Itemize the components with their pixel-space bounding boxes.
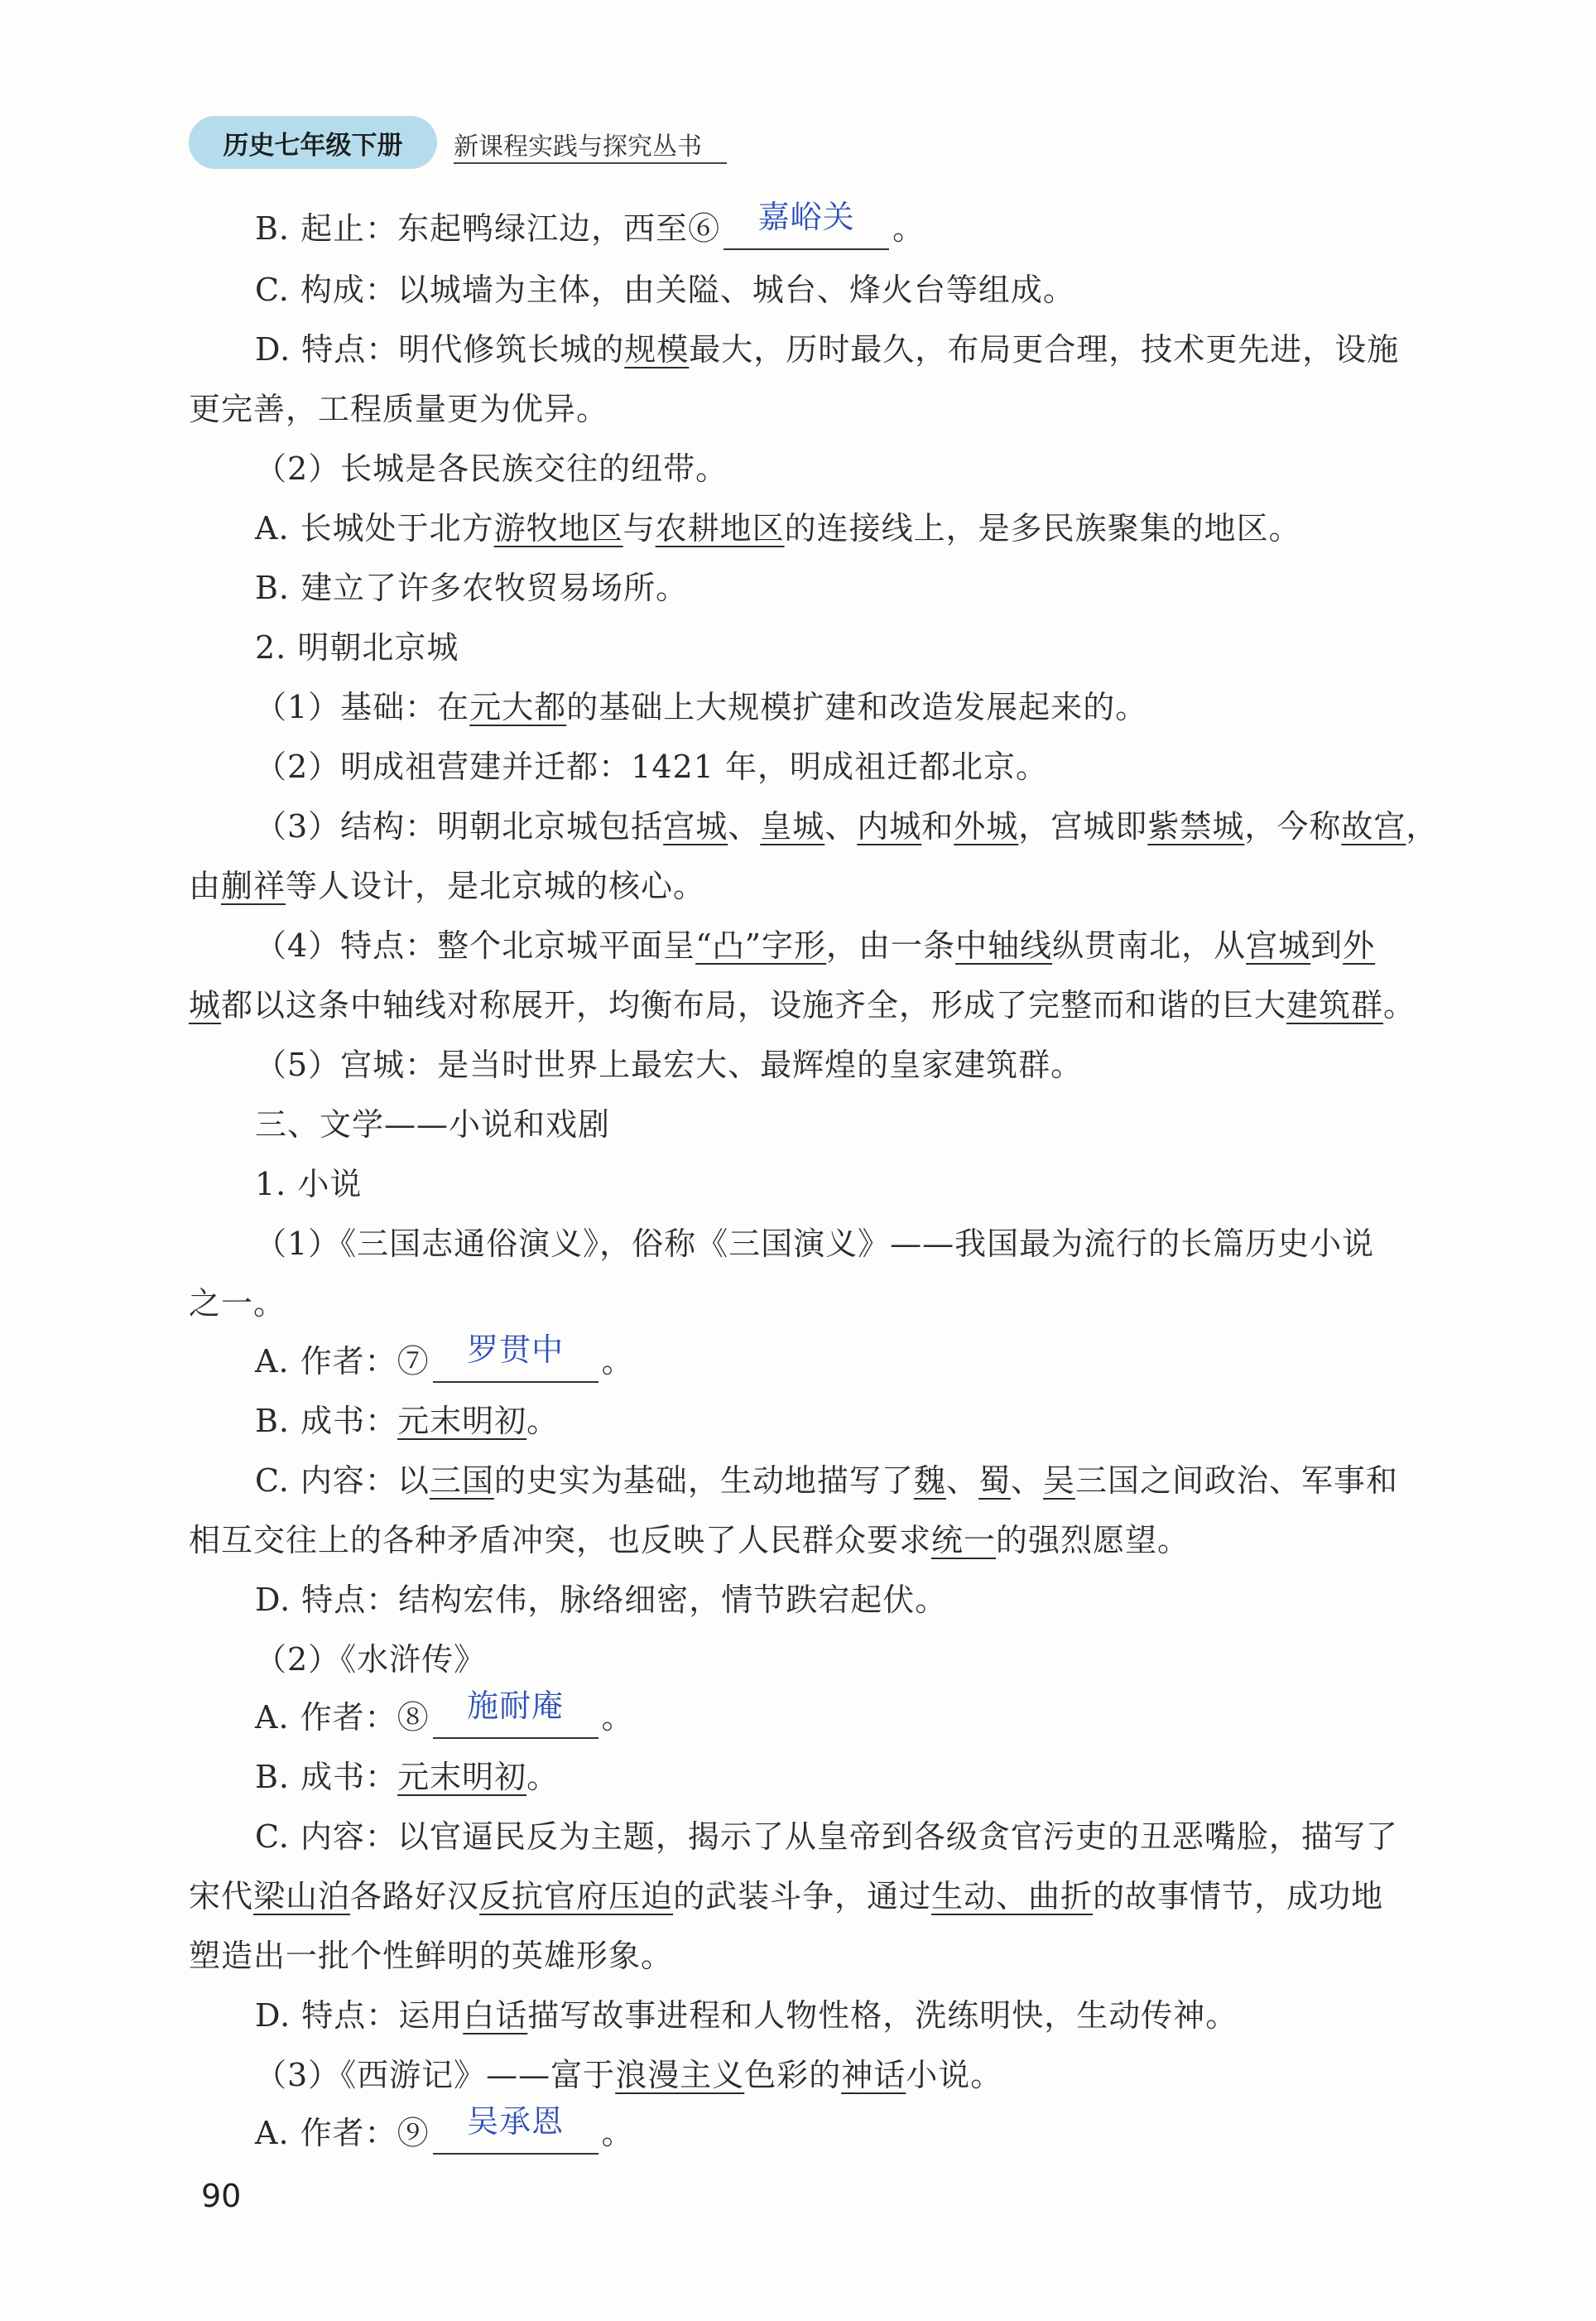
book-title-badge [189,116,437,169]
underlined-term: 农耕地区 [655,510,785,547]
text: （3）《西游记》——富于 [255,2057,616,2093]
text: 色彩的 [744,2057,842,2093]
text-line [255,924,1375,967]
answer-text: 罗贯中 [467,1331,565,1368]
text: A. 作者：⑨ [255,2115,430,2151]
text-line [255,507,1301,550]
text: 都以这条中轴线对称展开，均衡布局，设施齐全，形成了完整而和谐的巨大 [221,987,1287,1023]
text-line [255,805,1438,848]
underlined-term: 元末明初 [397,1403,527,1439]
text-line [255,1994,1238,2037]
underlined-term: 故宫 [1341,808,1406,845]
text-line [255,1459,1398,1502]
text: B. 成书： [255,1759,398,1795]
text: （4）特点：整个北京城平面呈 [255,927,696,964]
text-line [255,1755,559,1799]
text: 。 [601,1343,634,1380]
text-line: （1）《三国志通俗演义》，俗称《三国演义》——我国最为流行的长篇历史小说 [255,1226,1375,1262]
underlined-term: 蜀 [978,1462,1011,1499]
text-line [255,2103,634,2155]
underlined-term: 游牧地区 [493,510,623,547]
text-line: D. 特点：结构宏伟，脉络细密，情节跌宕起伏。 [255,1582,948,1618]
underlined-term: 生动、曲折 [931,1878,1094,1914]
text: 。 [526,1403,560,1439]
series-title: 新课程实践与探究丛书 [454,132,702,161]
text-line [255,1399,559,1442]
underlined-term: 元末明初 [397,1759,527,1795]
text: A. 作者：⑦ [255,1343,430,1380]
series-underline [454,162,727,164]
text-line [255,199,925,250]
section-heading: 2. 明朝北京城 [255,629,459,666]
section-heading: 三、文学——小说和戏剧 [255,1106,611,1143]
underlined-term: 浪漫主义 [615,2057,745,2093]
answer-text: 嘉峪关 [757,199,855,235]
underlined-term: 元大都 [469,689,567,725]
text: D. 特点：明代修筑长城的 [255,331,625,368]
underlined-term: 蒯祥 [221,868,286,904]
answer-text: 吴承恩 [467,2103,565,2140]
text: 。 [601,2115,634,2151]
answer-blank [433,1688,598,1739]
text: 。 [1383,987,1416,1023]
text-line: （5）宫城：是当时世界上最宏大、最辉煌的皇家建筑群。 [255,1047,1084,1083]
text: 的连接线上，是多民族聚集的地区。 [784,510,1301,547]
section-heading: 1. 小说 [255,1166,363,1202]
text: 描写故事进程和人物性格，洗练明快，生动传神。 [527,1997,1238,2034]
text-line [255,1331,634,1383]
text: B. 起止：东起鸭绿江边，西至⑥ [255,210,721,247]
text: 。 [601,1699,634,1736]
underlined-term: 外城 [954,808,1019,845]
text: 的武装斗争，通过 [673,1878,932,1914]
text: （1）基础：在 [255,689,470,725]
text: 各路好汉 [350,1878,480,1914]
text: ，由一条 [826,927,956,964]
text: 小说。 [906,2057,1003,2093]
text: 的基础上大规模扩建和改造发展起来的。 [566,689,1148,725]
text: 的强烈愿望。 [996,1522,1190,1558]
text-line: C. 内容：以官逼民反为主题，揭示了从皇帝到各级贪官污吏的丑恶嘴脸，描写了 [255,1818,1398,1855]
text-line [255,686,1147,729]
underlined-term: 统一 [931,1522,997,1558]
text-line: （2）《水浒传》 [255,1641,487,1678]
underlined-term: 中轴线 [955,927,1053,964]
text-line [189,1519,1190,1562]
text: 相互交往上的各种矛盾冲突，也反映了人民群众要求 [189,1522,932,1558]
underlined-term: 外 [1343,927,1376,964]
text: A. 长城处于北方 [255,510,494,547]
text-line: 更完善，工程质量更为优异。 [189,391,609,427]
text: 与 [623,510,656,547]
text: 纵贯南北，从 [1052,927,1247,964]
text: B. 成书： [255,1403,398,1439]
text-line: 塑造出一批个性鲜明的英雄形象。 [189,1938,674,1974]
text-line: （2）明成祖营建并迁都：1421 年，明成祖迁都北京。 [255,749,1048,785]
text: A. 作者：⑧ [255,1699,430,1736]
text: 等人设计，是北京城的核心。 [286,868,706,904]
text: 和 [921,808,954,845]
text: 到 [1310,927,1344,964]
text-line [189,864,705,908]
answer-blank [723,199,889,250]
underlined-term: 规模 [624,331,690,368]
text-line [255,1688,634,1739]
underlined-term: 吴 [1042,1462,1075,1499]
underlined-term: 三国 [429,1462,494,1499]
underlined-term: 宫城 [663,808,728,845]
text: （3）结构：明朝北京城包括 [255,808,664,845]
underlined-term: 建筑群 [1286,987,1384,1023]
text: 、 [824,808,858,845]
underlined-term: 紫禁城 [1147,808,1245,845]
underlined-term: 白话 [463,1997,528,2034]
text: 的史实为基础，生动地描写了 [493,1462,914,1499]
text-line [189,984,1416,1027]
text: 的故事情节，成功地 [1093,1878,1384,1914]
text: 、 [945,1462,978,1499]
text: 、 [728,808,761,845]
underlined-term: 内城 [857,808,922,845]
text: 宋代 [189,1878,254,1914]
text: 。 [892,210,925,247]
text: 三国之间政治、军事和 [1075,1462,1399,1499]
underlined-term: 魏 [913,1462,946,1499]
text: C. 内容：以 [255,1462,430,1499]
text-line: 之一。 [189,1285,286,1322]
text: 。 [526,1759,560,1795]
text-line: C. 构成：以城墙为主体，由关隘、城台、烽火台等组成。 [255,272,1075,308]
text: 、 [1010,1462,1043,1499]
text: ，今称 [1244,808,1342,845]
book-title: 历史七年级下册 [223,130,403,161]
underlined-term: 宫城 [1246,927,1311,964]
text-line: （2）长城是各民族交往的纽带。 [255,450,728,487]
underlined-term: 城 [189,987,222,1023]
text: D. 特点：运用 [255,1997,464,2034]
answer-blank [433,1331,598,1383]
underlined-term: 皇城 [760,808,825,845]
underlined-term: “凸”字形 [695,927,827,964]
text: ， [1406,808,1439,845]
page-number: 90 [201,2178,242,2214]
text-line [255,2054,1002,2097]
text: 最大，历时最久，布局更合理，技术更先进，设施 [689,331,1400,368]
underlined-term: 反抗官府压迫 [479,1878,674,1914]
underlined-term: 神话 [841,2057,906,2093]
underlined-term: 梁山泊 [253,1878,351,1914]
text: 由 [189,868,222,904]
text-line [189,1875,1383,1918]
text-line: B. 建立了许多农牧贸易场所。 [255,570,689,606]
answer-blank [433,2103,598,2155]
text: ，宫城即 [1018,808,1148,845]
answer-text: 施耐庵 [467,1688,565,1724]
text-line [255,328,1399,371]
